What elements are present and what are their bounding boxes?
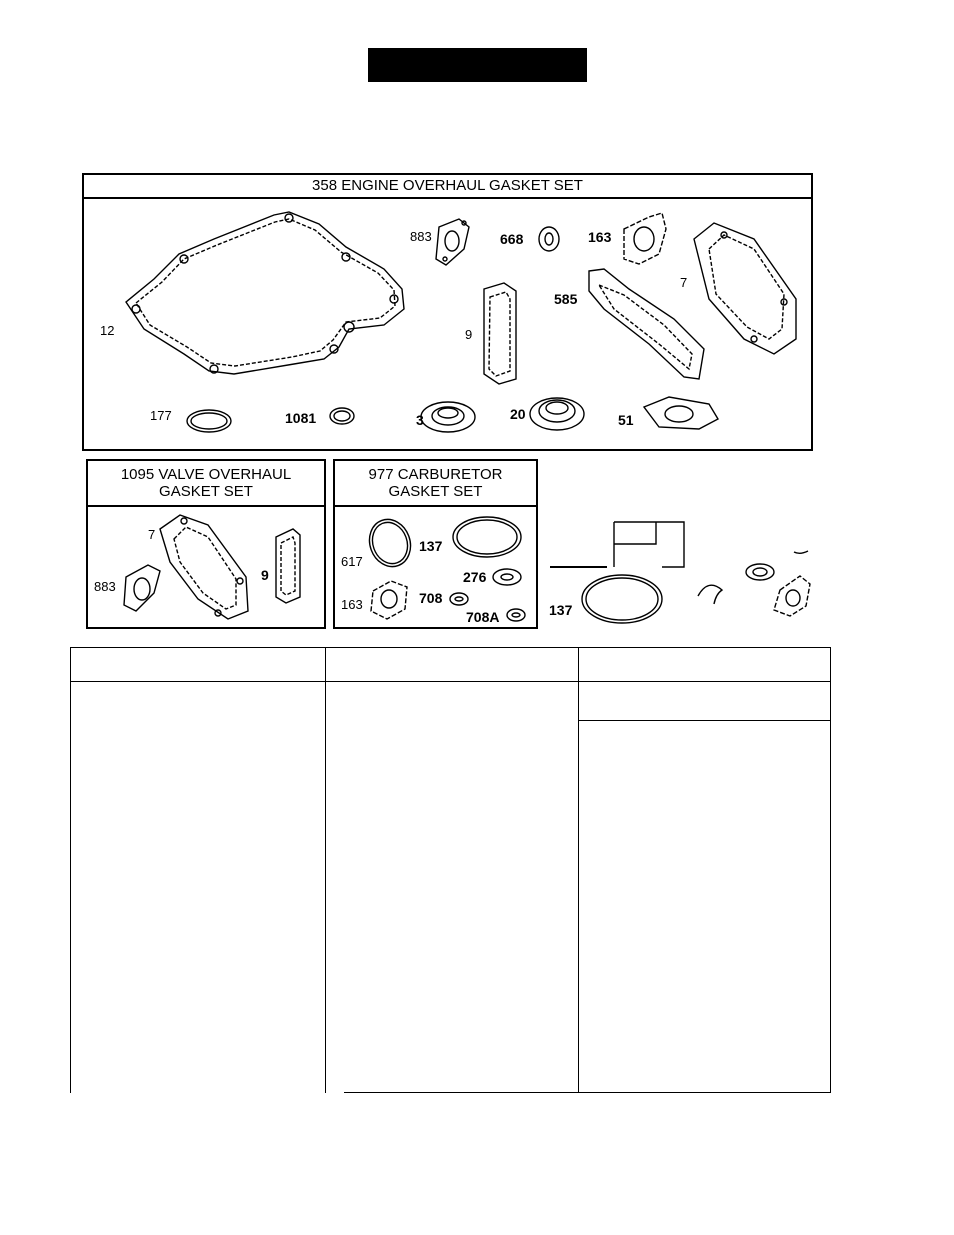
kit-977-label-617: 617 bbox=[341, 554, 363, 569]
kit-358-panel bbox=[82, 173, 813, 451]
table-top-border bbox=[70, 647, 831, 648]
kit-358-label-20: 20 bbox=[510, 406, 526, 422]
kit-977-title-line2: GASKET SET bbox=[388, 483, 483, 500]
table-col-divider-1 bbox=[325, 647, 326, 1093]
kit-1095-illustration bbox=[88, 507, 324, 627]
kit-358-label-3: 3 bbox=[416, 412, 424, 428]
kit-1095-label-7: 7 bbox=[148, 527, 156, 542]
table-subrow-border bbox=[578, 720, 831, 721]
kit-358-label-12: 12 bbox=[100, 323, 115, 338]
kit-977-label-163: 163 bbox=[341, 597, 363, 612]
loose-label-137: 137 bbox=[549, 602, 573, 618]
kit-1095-label-883: 883 bbox=[94, 579, 116, 594]
kit-358-label-51: 51 bbox=[618, 412, 634, 428]
table-col-right bbox=[830, 647, 831, 1093]
kit-358-label-7: 7 bbox=[680, 275, 688, 290]
kit-358-label-177: 177 bbox=[150, 408, 172, 423]
kit-977-label-276: 276 bbox=[463, 569, 487, 585]
kit-358-label-585: 585 bbox=[554, 291, 578, 307]
kit-1095-title bbox=[88, 461, 324, 507]
table-bottom-border bbox=[344, 1092, 831, 1093]
kit-977-label-708: 708 bbox=[419, 590, 443, 606]
kit-358-label-163: 163 bbox=[588, 229, 612, 245]
kit-1095-title-line1: 1095 VALVE OVERHAUL bbox=[120, 466, 292, 483]
kit-1095-title-line2: GASKET SET bbox=[159, 483, 253, 500]
kit-358-illustration bbox=[84, 199, 811, 449]
kit-977-title bbox=[335, 461, 536, 507]
kit-358-label-1081: 1081 bbox=[285, 410, 317, 426]
kit-358-label-883: 883 bbox=[410, 229, 432, 244]
title-bar bbox=[368, 48, 587, 82]
table-col-left bbox=[70, 647, 71, 1093]
kit-358-title: 358 ENGINE OVERHAUL GASKET SET bbox=[84, 175, 811, 199]
kit-977-panel bbox=[333, 459, 538, 629]
kit-977-illustration bbox=[335, 507, 536, 627]
kit-1095-label-9: 9 bbox=[261, 567, 269, 583]
table-col-divider-2 bbox=[578, 647, 579, 1093]
kit-358-label-668: 668 bbox=[500, 231, 524, 247]
kit-977-title-line1: 977 CARBURETOR bbox=[368, 466, 503, 483]
kit-977-label-137: 137 bbox=[419, 538, 443, 554]
kit-358-label-9: 9 bbox=[465, 327, 473, 342]
kit-1095-panel bbox=[86, 459, 326, 629]
kit-977-label-708a: 708A bbox=[466, 609, 500, 625]
table-header-border bbox=[70, 681, 831, 682]
